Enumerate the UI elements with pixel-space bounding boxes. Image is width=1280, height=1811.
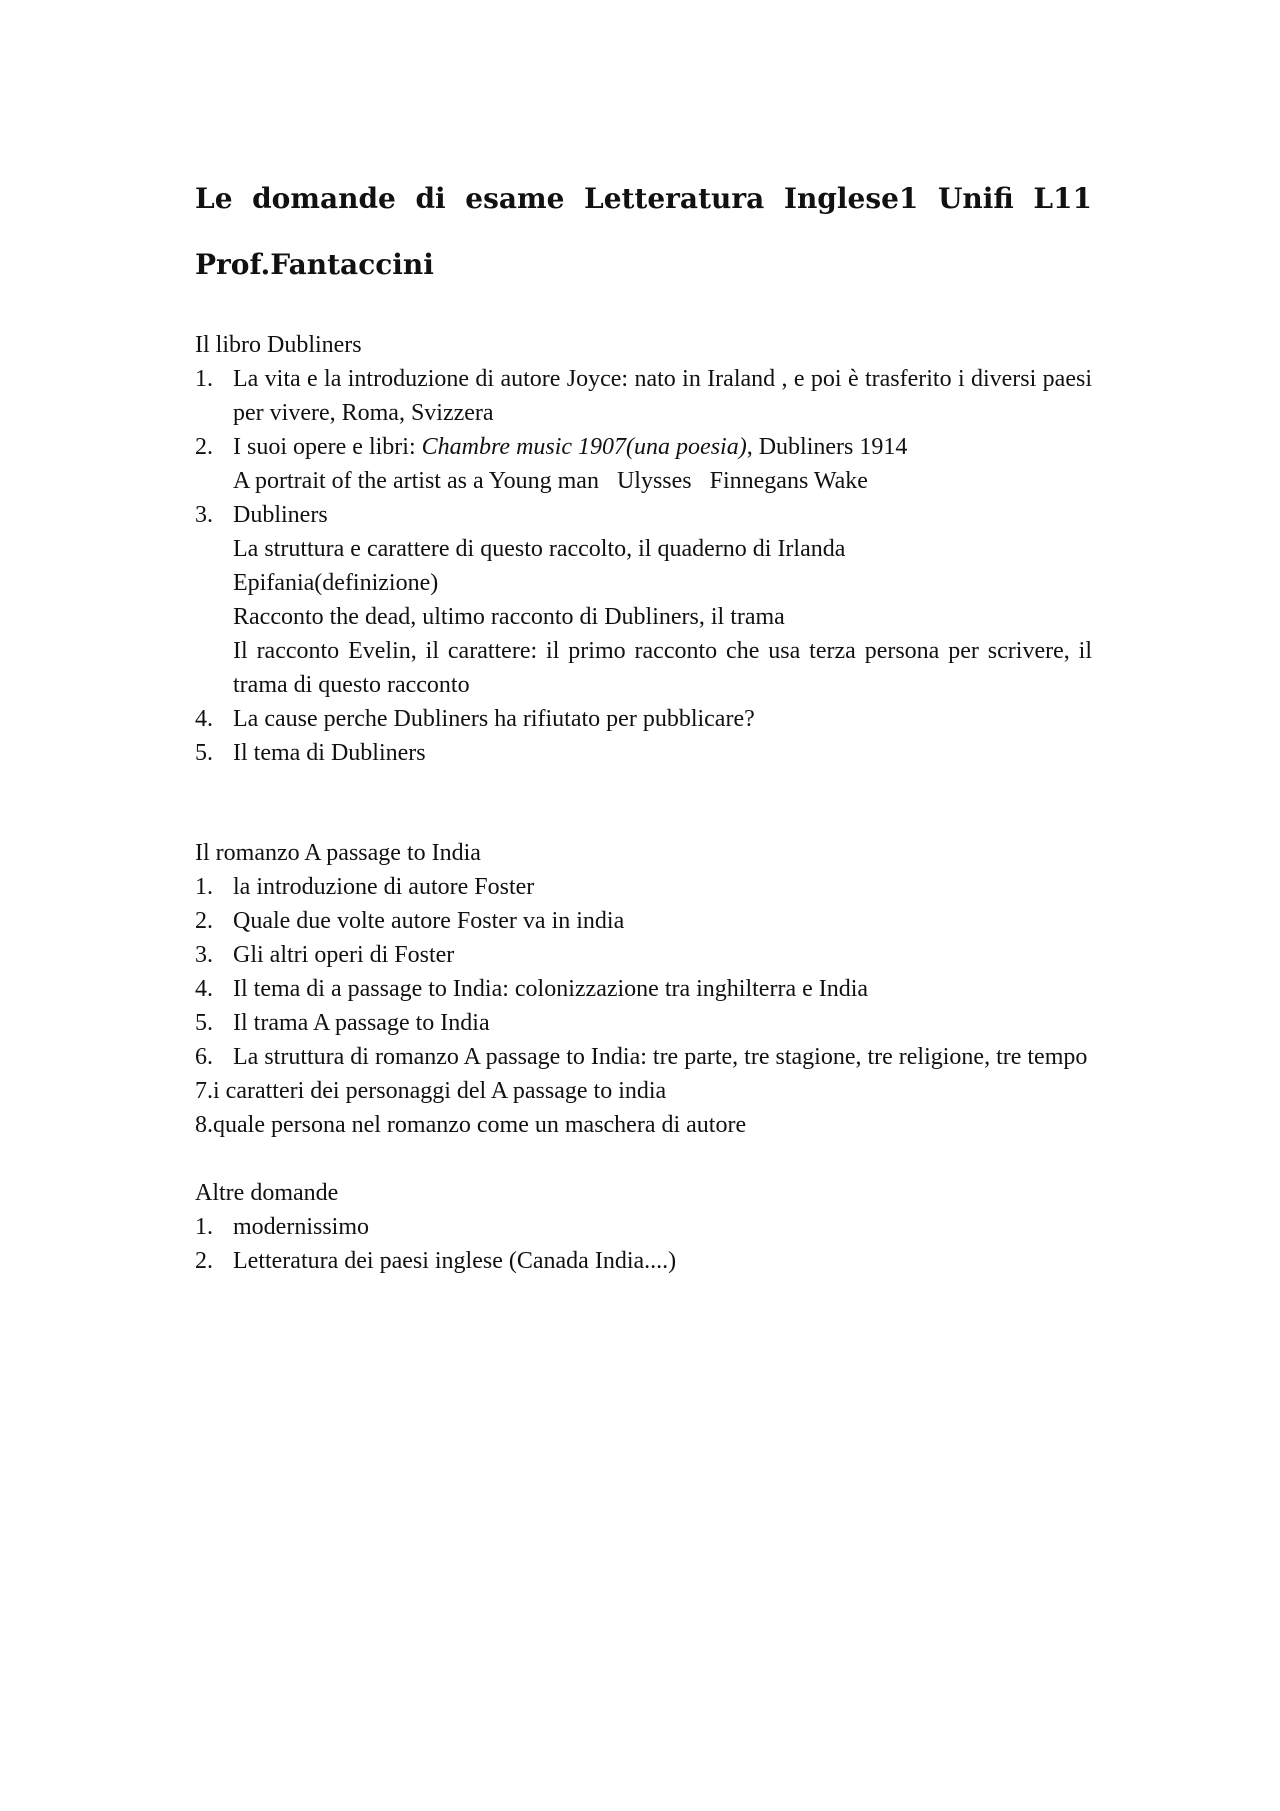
list-item: [195, 870, 1092, 904]
title-word: Unifi: [937, 182, 1014, 215]
title-word: Inglese1: [783, 182, 919, 215]
item-text: Quale due volte autore Foster va in india: [233, 908, 625, 934]
title-word: domande: [252, 182, 396, 215]
list-item: [195, 1006, 1092, 1040]
question-list: [195, 362, 1092, 770]
title-word: di: [415, 182, 446, 215]
item-line: La struttura e carattere di questo raccolto, il quaderno di Irlanda: [233, 536, 846, 562]
document-title: [195, 182, 1092, 282]
item-text: La vita e la introduzione di autore Joyce: nato in Iraland , e poi è trasferito i diversi paesi per vivere, Roma, Svizzera: [233, 366, 1092, 426]
item-line: Racconto the dead, ultimo racconto di Dubliners, il trama: [233, 604, 785, 630]
title-word: L11: [1033, 182, 1092, 215]
work-title: Finnegans Wake: [709, 468, 868, 494]
item-number: 2.: [195, 1248, 213, 1274]
item-number: 3.: [195, 502, 213, 528]
title-word: Letteratura: [584, 182, 765, 215]
item-line: [233, 430, 1092, 464]
item-text: La struttura di romanzo A passage to India: tre parte, tre stagione, tre religione, tre tempo: [233, 1044, 1088, 1070]
item-text: I suoi opere e libri:: [233, 434, 422, 460]
item-number: 5.: [195, 740, 213, 766]
item-line: Dubliners: [233, 502, 328, 528]
item-text: Il trama A passage to India: [233, 1010, 490, 1036]
item-number: 1.: [195, 874, 213, 900]
item-text: Letteratura dei paesi inglese (Canada India....): [233, 1248, 677, 1274]
plain-list-item: 8.quale persona nel romanzo come un maschera di autore: [195, 1112, 747, 1138]
title-line-2: Prof.Fantaccini: [195, 248, 434, 281]
title-word: Le: [195, 182, 233, 215]
item-text: la introduzione di autore Foster: [233, 874, 535, 900]
item-body: [233, 498, 1092, 702]
list-item: [195, 702, 1092, 736]
list-item: [195, 1040, 1092, 1074]
section-heading: Il romanzo A passage to India: [195, 840, 481, 866]
document-page: [195, 182, 1092, 1278]
item-text: , Dubliners 1914: [746, 434, 908, 460]
item-number: 6.: [195, 1044, 213, 1070]
plain-list-item: 7.i caratteri dei personaggi del A passage to india: [195, 1078, 667, 1104]
work-title: Ulysses: [616, 468, 692, 494]
list-item: [195, 972, 1092, 1006]
item-number: 2.: [195, 908, 213, 934]
item-body: [233, 430, 1092, 498]
item-number: 5.: [195, 1010, 213, 1036]
item-number: 2.: [195, 434, 213, 460]
section-passage-to-india: [195, 836, 1092, 1142]
item-italic-text: Chambre music 1907(una poesia): [421, 434, 747, 460]
item-number: 3.: [195, 942, 213, 968]
item-number: 1.: [195, 366, 213, 392]
question-list: [195, 870, 1092, 1074]
item-line: [233, 464, 1092, 498]
section-dubliners: [195, 328, 1092, 770]
section-heading: Il libro Dubliners: [195, 332, 362, 358]
list-item: [195, 362, 1092, 430]
item-text: La cause perche Dubliners ha rifiutato per pubblicare?: [233, 706, 755, 732]
item-number: 4.: [195, 976, 213, 1002]
list-item: [195, 904, 1092, 938]
title-word: esame: [465, 182, 565, 215]
question-list: [195, 1210, 1092, 1278]
item-number: 1.: [195, 1214, 213, 1240]
item-line: Il racconto Evelin, il carattere: il primo racconto che usa terza persona per scrivere, il trama di questo racconto: [233, 638, 1092, 698]
item-number: 4.: [195, 706, 213, 732]
list-item: [195, 736, 1092, 770]
item-text: Il tema di a passage to India: colonizzazione tra inghilterra e India: [233, 976, 869, 1002]
title-line-1: [195, 182, 1092, 216]
list-item: [195, 1210, 1092, 1244]
list-item: [195, 938, 1092, 972]
item-line: Epifania(definizione): [233, 570, 439, 596]
list-item: [195, 1244, 1092, 1278]
item-text: modernissimo: [233, 1214, 369, 1240]
section-heading: Altre domande: [195, 1180, 339, 1206]
section-altre-domande: [195, 1176, 1092, 1278]
work-title: A portrait of the artist as a Young man: [233, 468, 599, 494]
item-text: Il tema di Dubliners: [233, 740, 426, 766]
list-item: [195, 430, 1092, 498]
list-item: [195, 498, 1092, 702]
item-text: Gli altri operi di Foster: [233, 942, 455, 968]
